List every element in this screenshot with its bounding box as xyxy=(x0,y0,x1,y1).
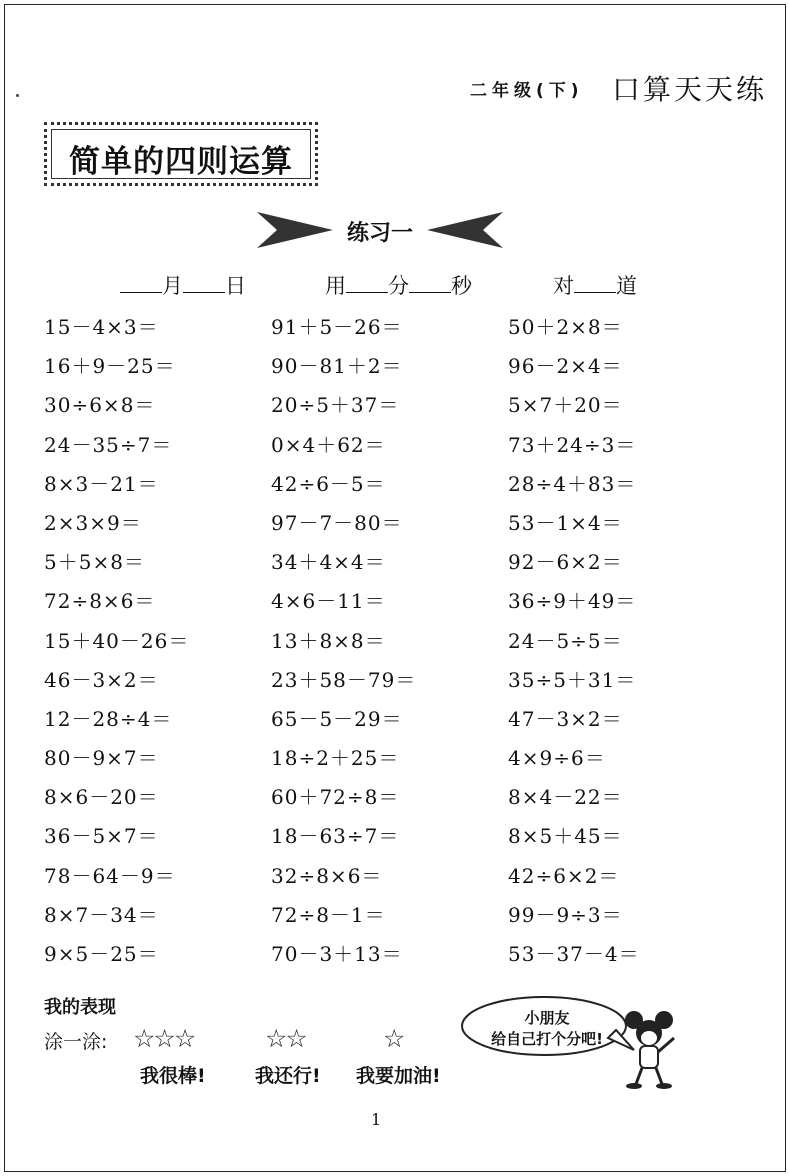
math-problem: 4×6－11＝ xyxy=(271,589,386,614)
math-problem: 4×9÷6＝ xyxy=(508,746,606,771)
correct-label: 对 xyxy=(553,274,574,298)
math-problem: 30÷6×8＝ xyxy=(44,393,156,418)
right-arrow-icon xyxy=(425,210,505,250)
used-label: 用 xyxy=(325,274,346,298)
math-problem: 97－7－80＝ xyxy=(271,510,403,535)
day-label: 日 xyxy=(225,274,246,298)
header-series-title: 口算天天练 xyxy=(612,73,768,106)
exercise-title-banner xyxy=(255,210,505,252)
math-problem: 23＋58－79＝ xyxy=(271,667,417,692)
month-label: 月 xyxy=(162,274,183,298)
rating-great: 我很棒! xyxy=(140,1065,206,1087)
math-problem: 20÷5＋37＝ xyxy=(271,393,400,418)
math-problem: 13＋8×8＝ xyxy=(271,628,386,653)
math-problem: 99－9÷3＝ xyxy=(508,902,623,927)
speech-bubble xyxy=(458,992,636,1064)
bubble-line-1: 小朋友 xyxy=(524,1009,570,1027)
three-stars-icon[interactable]: ☆☆☆ xyxy=(133,1024,195,1053)
bubble-line-2: 给自己打个分吧! xyxy=(491,1030,603,1048)
math-problem: 18÷2＋25＝ xyxy=(271,746,400,771)
one-star-icon[interactable]: ☆ xyxy=(383,1024,404,1053)
math-problem: 53－1×4＝ xyxy=(508,510,623,535)
math-problem: 92－6×2＝ xyxy=(508,550,623,575)
section-title-box xyxy=(44,122,318,186)
math-problem: 42÷6－5＝ xyxy=(271,471,386,496)
math-problem: 0×4＋62＝ xyxy=(271,432,386,457)
page-number: 1 xyxy=(371,1110,382,1129)
math-problem: 8×6－20＝ xyxy=(44,785,159,810)
math-problem: 42÷6×2＝ xyxy=(508,863,620,888)
performance-title: 我的表现 xyxy=(44,997,116,1018)
math-problem: 8×4－22＝ xyxy=(508,785,623,810)
math-problem: 65－5－29＝ xyxy=(271,706,403,731)
math-problem: 2×3×9＝ xyxy=(44,510,142,535)
minutes-label: 分 xyxy=(388,274,409,298)
two-stars-icon[interactable]: ☆☆ xyxy=(265,1024,306,1053)
time-line xyxy=(325,270,472,300)
math-problem: 34＋4×4＝ xyxy=(271,550,386,575)
section-title: 简单的四则运算 xyxy=(69,144,293,180)
cartoon-mouse-icon xyxy=(620,1010,680,1090)
math-problem: 70－3＋13＝ xyxy=(271,942,403,966)
math-problem: 46－3×2＝ xyxy=(44,667,159,692)
math-problem: 24－5÷5＝ xyxy=(508,628,623,653)
math-problem: 8×3－21＝ xyxy=(44,471,159,496)
math-problem: 15－4×3＝ xyxy=(44,315,159,339)
math-problem: 50＋2×8＝ xyxy=(508,315,623,339)
color-in-label: 涂一涂: xyxy=(44,1031,108,1053)
minutes-blank[interactable] xyxy=(346,272,388,293)
math-problem: 73＋24÷3＝ xyxy=(508,432,637,457)
math-problem: 5×7＋20＝ xyxy=(508,393,623,418)
math-problem: 47－3×2＝ xyxy=(508,706,623,731)
rating-try-harder: 我要加油! xyxy=(356,1065,441,1087)
math-problem: 36÷9＋49＝ xyxy=(508,589,637,614)
math-problem: 78－64－9＝ xyxy=(44,863,176,888)
stray-dot xyxy=(16,94,19,97)
math-problem: 32÷8×6＝ xyxy=(271,863,383,888)
math-problem: 53－37－4＝ xyxy=(508,942,640,966)
math-problem: 12－28÷4＝ xyxy=(44,706,173,731)
math-problem: 36－5×7＝ xyxy=(44,824,159,849)
math-problem: 15＋40－26＝ xyxy=(44,628,190,653)
rating-ok: 我还行! xyxy=(255,1065,321,1087)
seconds-blank[interactable] xyxy=(409,272,451,293)
exercise-title: 练习一 xyxy=(346,221,413,246)
math-problem: 72÷8－1＝ xyxy=(271,902,386,927)
math-problem: 90－81＋2＝ xyxy=(271,354,403,379)
header-grade: 二年级(下) xyxy=(470,81,584,101)
math-problem: 24－35÷7＝ xyxy=(44,432,173,457)
math-problem: 8×7－34＝ xyxy=(44,902,159,927)
math-problem: 18－63÷7＝ xyxy=(271,824,400,849)
correct-count-blank[interactable] xyxy=(574,272,616,293)
math-problem: 8×5＋45＝ xyxy=(508,824,623,849)
math-problem: 9×5－25＝ xyxy=(44,942,159,966)
math-problem: 5＋5×8＝ xyxy=(44,550,145,575)
count-label: 道 xyxy=(616,274,637,298)
math-problem: 35÷5＋31＝ xyxy=(508,667,637,692)
math-problem: 96－2×4＝ xyxy=(508,354,623,379)
day-blank[interactable] xyxy=(183,272,225,293)
math-problem: 16＋9－25＝ xyxy=(44,354,176,379)
math-problem: 80－9×7＝ xyxy=(44,746,159,771)
math-problem: 91＋5－26＝ xyxy=(271,315,403,339)
seconds-label: 秒 xyxy=(451,274,472,298)
math-problem: 60＋72÷8＝ xyxy=(271,785,400,810)
date-line xyxy=(120,270,246,300)
month-blank[interactable] xyxy=(120,272,162,293)
math-problem: 72÷8×6＝ xyxy=(44,589,156,614)
score-line xyxy=(553,270,637,300)
math-problem: 28÷4＋83＝ xyxy=(508,471,637,496)
